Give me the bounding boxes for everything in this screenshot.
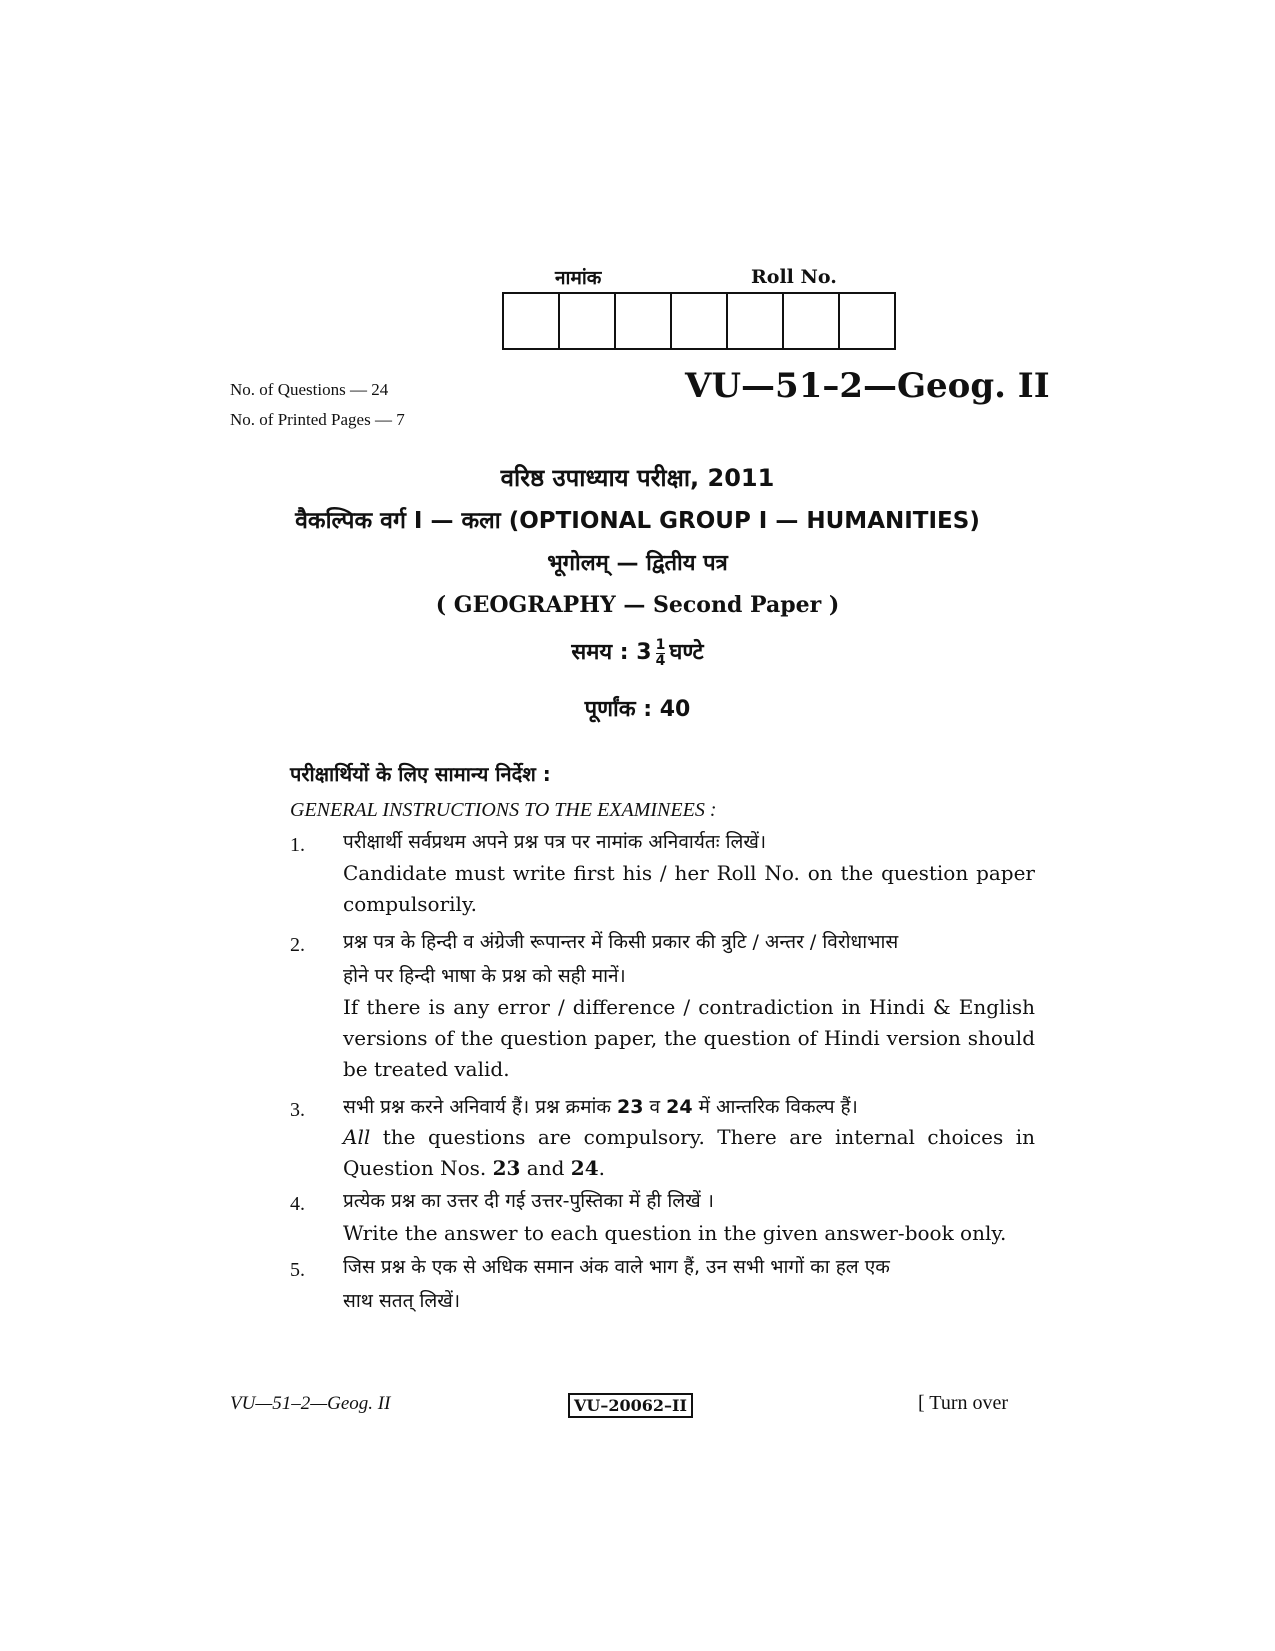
group-title: वैकल्पिक वर्ग I — कला (OPTIONAL GROUP I — HUMANITIES) <box>295 508 980 534</box>
instruction-number: 5. <box>290 1259 305 1281</box>
instruction-number: 2. <box>290 934 305 956</box>
fraction-denominator: 4 <box>655 652 666 669</box>
footer-paper-code: VU—51–2—Geog. II <box>230 1393 391 1414</box>
number-of-pages: No. of Printed Pages — 7 <box>230 410 405 429</box>
instruction-english: Write the answer to each question in the given answer-book only. <box>343 1221 1007 1245</box>
instruction-english: Candidate must write first his / her Roll No. on the question paper compulsorily. <box>343 861 1035 916</box>
turn-over-note: [ Turn over <box>918 1392 1009 1414</box>
number-of-questions: No. of Questions — 24 <box>230 380 389 399</box>
roll-digit-box[interactable] <box>616 294 672 348</box>
instruction-english: If there is any error / difference / contradiction in Hindi & English versions of the question paper, the question of Hindi version should be treated valid. <box>343 995 1035 1081</box>
instruction-number: 1. <box>290 834 305 856</box>
roll-label-english: Roll No. <box>751 266 837 288</box>
exam-title: वरिष्ठ उपाध्याय परीक्षा, 2011 <box>500 464 775 492</box>
instructions-heading-english: GENERAL INSTRUCTIONS TO THE EXAMINEES : <box>290 799 717 821</box>
roll-digit-box[interactable] <box>728 294 784 348</box>
time-label: समय : 3 <box>571 640 652 665</box>
instruction-number: 3. <box>290 1099 305 1121</box>
instruction-number: 4. <box>290 1193 305 1215</box>
maximum-marks: पूर्णांक : 40 <box>584 697 691 722</box>
fraction-numerator: 1 <box>655 636 666 653</box>
instructions-heading-hindi: परीक्षार्थियों के लिए सामान्य निर्देश : <box>290 762 551 786</box>
roll-number-boxes <box>502 292 896 350</box>
instruction-hindi: प्रत्येक प्रश्न का उत्तर दी गई उत्तर-पुस्तिका में ही लिखें । <box>343 1190 714 1212</box>
instruction-english: All the questions are compulsory. There are internal choices in Question Nos. 23 and 24. <box>343 1125 1035 1180</box>
roll-label-hindi: नामांक <box>555 267 602 289</box>
instruction-hindi: साथ सतत् लिखें। <box>343 1290 461 1312</box>
time-fraction <box>656 638 666 669</box>
instruction-hindi: प्रश्न पत्र के हिन्दी व अंग्रेजी रूपान्तर में किसी प्रकार की त्रुटि / अन्तर / विरोधाभास <box>343 931 899 953</box>
instruction-hindi: होने पर हिन्दी भाषा के प्रश्न को सही मानें। <box>343 965 626 987</box>
subject-title-english: ( GEOGRAPHY — Second Paper ) <box>435 592 840 618</box>
subject-title-hindi: भूगोलम् — द्वितीय पत्र <box>547 551 728 576</box>
instruction-hindi: सभी प्रश्न करने अनिवार्य हैं। प्रश्न क्रमांक 23 व 24 में आन्तरिक विकल्प हैं। <box>343 1096 858 1118</box>
roll-digit-box[interactable] <box>560 294 616 348</box>
paper-code: VU—51–2—Geog. II <box>685 366 1050 406</box>
time-unit: घण्टे <box>669 640 704 665</box>
roll-digit-box[interactable] <box>504 294 560 348</box>
roll-digit-box[interactable] <box>672 294 728 348</box>
roll-digit-box[interactable] <box>840 294 894 348</box>
time-allowed <box>0 636 1275 669</box>
instruction-hindi: परीक्षार्थी सर्वप्रथम अपने प्रश्न पत्र पर नामांक अनिवार्यतः लिखें। <box>343 831 767 853</box>
roll-digit-box[interactable] <box>784 294 840 348</box>
footer-serial-code: VU–20062–II <box>568 1393 693 1418</box>
instruction-hindi: जिस प्रश्न के एक से अधिक समान अंक वाले भाग हैं, उन सभी भागों का हल एक <box>343 1256 890 1278</box>
